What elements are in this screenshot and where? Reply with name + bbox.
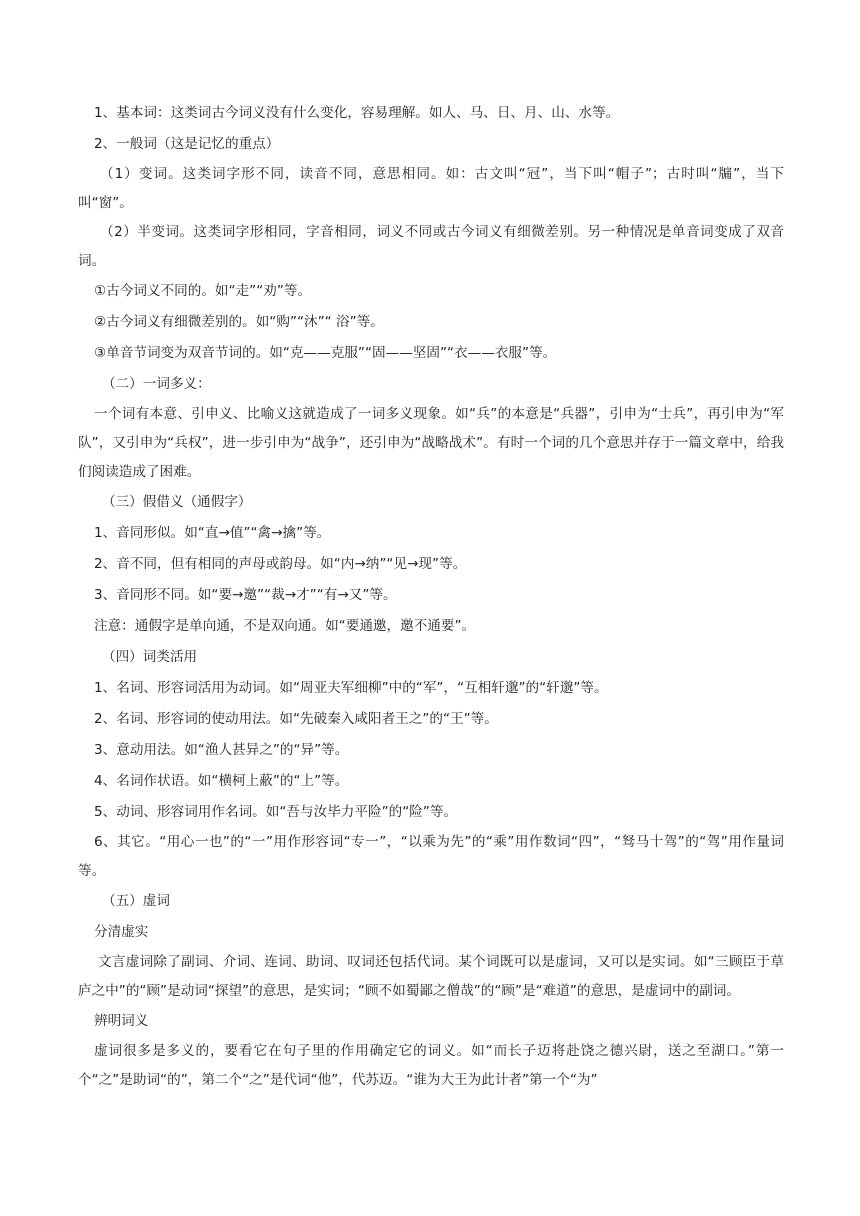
heading-loan-meaning: （三）假借义（通假字） (102, 494, 252, 510)
paragraph-usage-4: 4、名词作状语。如“横柯上蔽”的“上”等。 (94, 773, 349, 789)
paragraph-loan-3: 3、音同形不同。如“要→邀”“裁→才”“有→又”等。 (94, 587, 397, 603)
subheading-distinguish: 分清虚实 (94, 924, 149, 940)
paragraph-usage-6: 6、其它。“用心一也”的“一”用作形容词“专一”，“以乘为先”的“乘”用作数词“四”，“驽马十驾”的“驾”用作量词等。 (78, 834, 784, 879)
paragraph-loan-note: 注意：通假字是单向通，不是双向通。如“要通邀，邀不通要”。 (94, 618, 476, 634)
paragraph-changed-words: （1）变词。这类词字形不同，读音不同，意思相同。如：古文叫“冠”，当下叫“帽子”；古时叫“牖”，当下叫“窗”。 (78, 166, 784, 211)
paragraph-meaning-subtle: ②古今词义有细微差别的。如“购”“沐”“ 浴”等。 (94, 314, 384, 330)
paragraph-meaning-different: ①古今词义不同的。如“走”“劝”等。 (94, 283, 312, 299)
paragraph-basic-words: 1、基本词：这类词古今词义没有什么变化，容易理解。如人、马、日、月、山、水等。 (94, 105, 620, 121)
heading-polysemy: （二）一词多义： (102, 376, 211, 392)
paragraph-loan-2: 2、音不同，但有相同的声母或韵母。如“内→纳”“见→现”等。 (94, 556, 467, 572)
subheading-word-meaning: 辨明词义 (94, 1013, 149, 1029)
document-body (78, 98, 784, 1095)
heading-word-class-usage: （四）词类活用 (102, 649, 198, 665)
paragraph-usage-3: 3、意动用法。如“渔人甚异之”的“异”等。 (94, 742, 349, 758)
paragraph-mono-to-disyllabic: ③单音节词变为双音节词的。如“克——克服”“固——坚固”“衣——衣服”等。 (94, 345, 557, 361)
paragraph-usage-1: 1、名词、形容词活用为动词。如“周亚夫军细柳”中的“军”，“互相轩邈”的“轩邈”等。 (94, 680, 608, 696)
paragraph-word-meaning: 虚词很多是多义的，要看它在句子里的作用确定它的词义。如“而长子迈将赴饶之德兴尉，送之至湖口。”第一个“之”是助词“的”，第二个“之”是代词“他”，代苏迈。“谁为大王为此计者”第一个“为” (78, 1043, 784, 1088)
heading-function-words: （五）虚词 (102, 893, 170, 909)
paragraph-loan-1: 1、音同形似。如“直→值”“禽→擒”等。 (94, 525, 331, 541)
paragraph-usage-5: 5、动词、形容词用作名词。如“吾与汝毕力平险”的“险”等。 (94, 804, 458, 820)
paragraph-half-changed-words: （2）半变词。这类词字形相同，字音相同，词义不同或古今词义有细微差别。另一种情况是单音词变成了双音词。 (78, 224, 784, 269)
paragraph-polysemy: 一个词有本意、引申义、比喻义这就造成了一词多义现象。如“兵”的本意是“兵器”，引申为“士兵”，再引申为“军队”，又引申为“兵权”，进一步引申为“战争”，还引申为“战略战术”。有时一个词的几个意思并存于一篇文章中，给我们阅读造成了困难。 (78, 406, 784, 480)
paragraph-function-words: 文言虚词除了副词、介词、连词、助词、叹词还包括代词。某个词既可以是虚词，又可以是实词。如“三顾臣于草庐之中”的“顾”是动词“探望”的意思，是实词；“顾不如蜀鄙之僧哉”的“顾”是“难道”的意思，是虚词中的副词。 (78, 954, 784, 999)
paragraph-general-words: 2、一般词（这是记忆的重点） (94, 136, 280, 152)
paragraph-usage-2: 2、名词、形容词的使动用法。如“先破秦入咸阳者王之”的“王”等。 (94, 711, 498, 727)
